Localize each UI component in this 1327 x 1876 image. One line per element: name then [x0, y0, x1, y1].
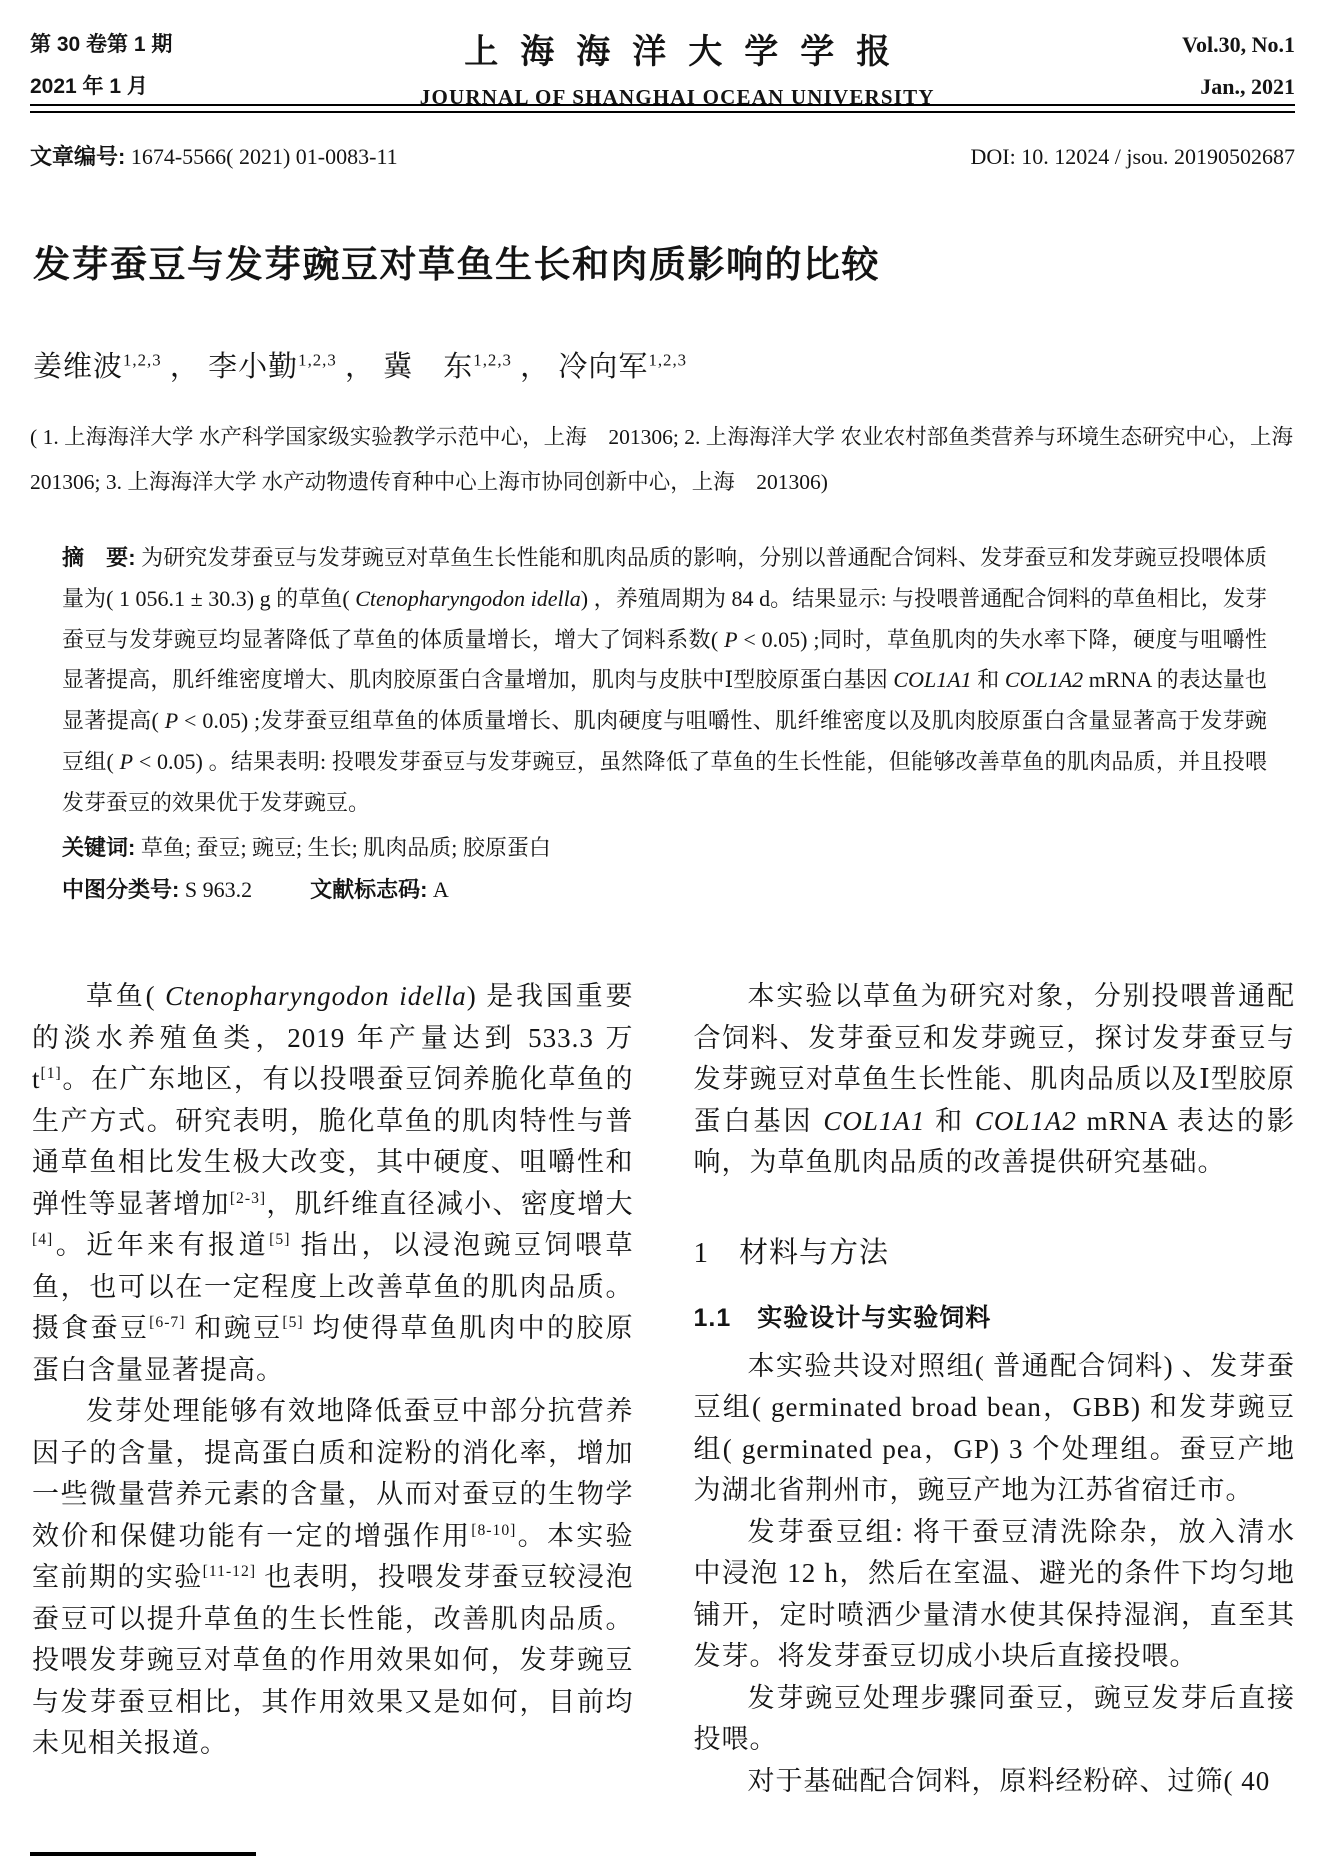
- left-column: [32, 976, 634, 1802]
- meta-row: [30, 142, 1295, 172]
- masthead-issue-block: [30, 24, 172, 108]
- issue-date-cn: 2021 年 1 月: [30, 75, 148, 98]
- right-column: [694, 976, 1296, 1802]
- keywords: [62, 828, 1267, 869]
- front-matter: [62, 538, 1267, 911]
- article-id-value: 1674-5566( 2021) 01-0083-11: [125, 144, 398, 169]
- volume-number-en: Vol.30, No.1: [1182, 32, 1295, 57]
- masthead-divider: [30, 104, 1295, 113]
- section-1-1-heading: 1.1 实验设计与实验饲料: [693, 1303, 992, 1332]
- doc-code-value: A: [427, 877, 449, 903]
- journal-title-cn: 上海海洋大学学报: [464, 34, 913, 71]
- clc-value: S 963.2: [179, 877, 253, 903]
- affiliation: ( 1. 上海海洋大学 水产科学国家级实验教学示范中心，上海 201306; 2. 上海海洋大学 农业农村部鱼类营养与环境生态研究中心，上海 201306; 3. 上海海洋大学 水产动物遗传育种中心上海市协同创新中心，上海 201306): [30, 425, 1315, 494]
- body-columns: [32, 976, 1295, 1802]
- section-1-heading: 1 材料与方法: [693, 1236, 890, 1269]
- article-id: [30, 142, 398, 172]
- doi: DOI: 10. 12024 / jsou. 20190502687: [970, 144, 1295, 169]
- intro-paragraph-2: 发芽处理能够有效地降低蚕豆中部分抗营养因子的含量，提高蛋白质和淀粉的消化率，增加一些微量营养元素的含量，从而对蚕豆的生物学效价和保健功能有一定的增强作用[8-10]。本实验室前期的实验[11-12] 也表明，投喂发芽蚕豆较浸泡蚕豆可以提升草鱼的生长性能，改善肌肉品质。投喂发芽豌豆对草鱼的作用效果如何，发芽豌豆与发芽蚕豆相比，其作用效果又是如何，目前均未见相关报道。: [32, 1396, 634, 1758]
- classification: [62, 870, 1267, 911]
- keywords-text: 草鱼; 蚕豆; 豌豆; 生长; 肌肉品质; 胶原蛋白: [135, 834, 551, 860]
- clc-label: 中图分类号:: [62, 877, 180, 903]
- masthead-volume-block: [1182, 24, 1295, 108]
- methods-paragraph-2: 发芽蚕豆组: 将干蚕豆清洗除杂，放入清水中浸泡 12 h，然后在室温、避光的条件下均匀地铺开，定时喷洒少量清水使其保持湿润，直至其发芽。将发芽蚕豆切成小块后直接投喂。: [693, 1516, 1295, 1671]
- abstract: [62, 538, 1267, 824]
- issue-date-en: Jan., 2021: [1200, 74, 1295, 99]
- methods-paragraph-1: 本实验共设对照组( 普通配合饲料) 、发芽蚕豆组( germinated broad bean，GBB) 和发芽豌豆组( germinated pea，GP) 3 个处理组。蚕豆产地为湖北省荆州市，豌豆产地为江苏省宿迁市。: [693, 1350, 1295, 1505]
- masthead-journal-block: [172, 24, 1182, 110]
- masthead: [30, 24, 1295, 110]
- footnote-rule: [30, 1852, 256, 1856]
- keywords-label: 关键词:: [62, 834, 136, 860]
- abstract-label: 摘 要:: [62, 545, 136, 570]
- article-title: 发芽蚕豆与发芽豌豆对草鱼生长和肉质影响的比较: [33, 244, 880, 285]
- authors-line: 姜维波$^{1,2,3}$ ， 李小勤$^{1,2,3}$ ， 冀 东$^{1,2,3}$ ， 冷向军$^{1,2,3}$: [33, 350, 688, 383]
- intro-paragraph-3: 本实验以草鱼为研究对象，分别投喂普通配合饲料、发芽蚕豆和发芽豌豆，探讨发芽蚕豆与发芽豌豆对草鱼生长性能、肌肉品质以及Ⅰ型胶原蛋白基因 COL1A1 和 COL1A2 mRNA 表达的影响，为草鱼肌肉品质的改善提供研究基础。: [693, 981, 1295, 1177]
- abstract-text: 为研究发芽蚕豆与发芽豌豆对草鱼生长性能和肌肉品质的影响，分别以普通配合饲料、发芽蚕豆和发芽豌豆投喂体质量为( 1 056.1 ± 30.3) g 的草鱼( Ctenopharyngodon idella) ，养殖周期为 84 d。结果显示: 与投喂普通配合饲料的草鱼相比，发芽蚕豆与发芽豌豆均显著降低了草鱼的体质量增长，增大了饲料系数( P < 0.05) ;同时，草鱼肌肉的失水率下降，硬度与咀嚼性显著提高，肌纤维密度增大、肌肉胶原蛋白含量增加，肌肉与皮肤中Ⅰ型胶原蛋白基因 COL1A1 和 COL1A2 mRNA 的表达量也显著提高( P < 0.05) ;发芽蚕豆组草鱼的体质量增长、肌肉硬度与咀嚼性、肌纤维密度以及肌肉胶原蛋白含量显著高于发芽豌豆组( P < 0.05) 。结果表明: 投喂发芽蚕豆与发芽豌豆，虽然降低了草鱼的生长性能，但能够改善草鱼的肌肉品质，并且投喂发芽蚕豆的效果优于发芽豌豆。: [62, 545, 1267, 815]
- intro-paragraph-1: 草鱼( Ctenopharyngodon idella) 是我国重要的淡水养殖鱼类，2019 年产量达到 533.3 万 t[1]。在广东地区，有以投喂蚕豆饲养脆化草鱼的生产方式。研究表明，脆化草鱼的肌肉特性与普通草鱼相比发生极大改变，其中硬度、咀嚼性和弹性等显著增加[2-3]，肌纤维直径减小、密度增大[4]。近年来有报道[5] 指出，以浸泡豌豆饲喂草鱼，也可以在一定程度上改善草鱼的肌肉品质。摄食蚕豆[6-7] 和豌豆[5] 均使得草鱼肌肉中的胶原蛋白含量显著提高。: [32, 981, 634, 1385]
- issue-number-cn: 第 30 卷第 1 期: [30, 33, 173, 56]
- journal-title-en: JOURNAL OF SHANGHAI OCEAN UNIVERSITY: [419, 85, 935, 109]
- methods-paragraph-3: 发芽豌豆处理步骤同蚕豆，豌豆发芽后直接投喂。: [693, 1682, 1295, 1754]
- article-id-label: 文章编号:: [30, 144, 126, 169]
- methods-paragraph-4: 对于基础配合饲料，原料经粉碎、过筛( 40: [747, 1765, 1271, 1796]
- doc-code-label: 文献标志码:: [310, 877, 428, 903]
